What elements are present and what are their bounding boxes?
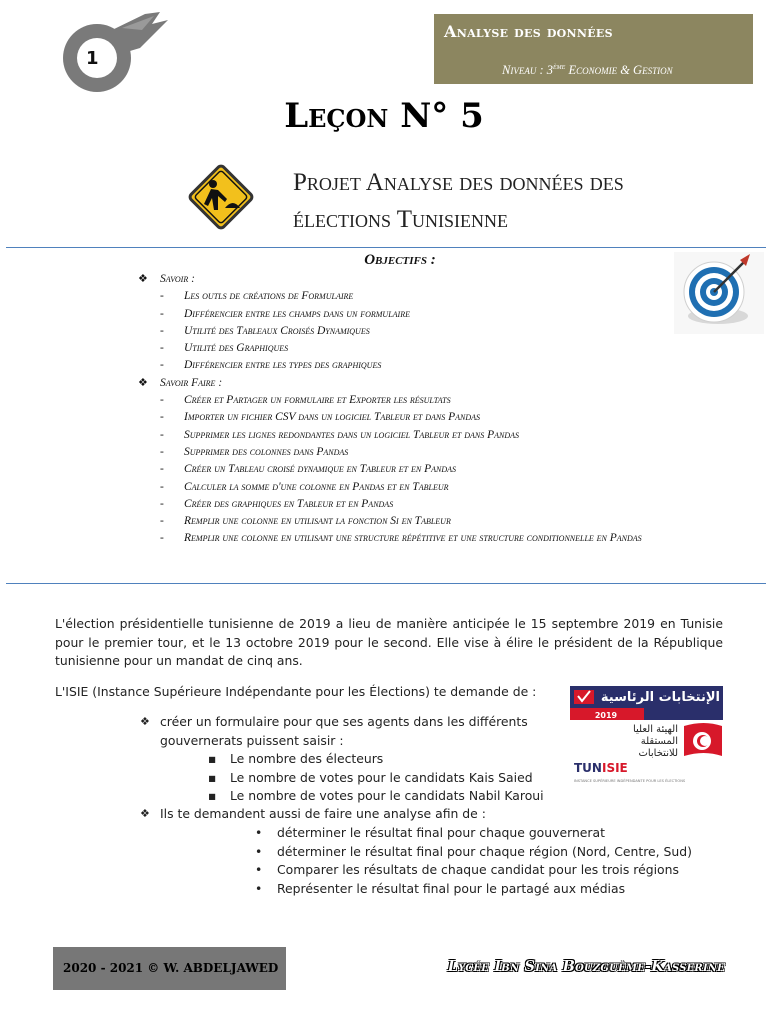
svg-text:الهيئة العليا: الهيئة العليا bbox=[632, 724, 678, 735]
list-item: ▪ Le nombre des électeurs bbox=[208, 751, 384, 766]
comet-icon bbox=[60, 10, 175, 100]
objective-item: - Créer et Partager un formulaire et Exporter les résultats bbox=[160, 394, 451, 407]
objective-item: - Différencier entre les champs dans un formulaire bbox=[160, 307, 410, 320]
task-1: ❖ créer un formulaire pour que ses agents dans les différents gouvernerats puissent saisir : bbox=[140, 713, 560, 750]
objective-item: - Remplir une colonne en utilisant une structure répétitive et une structure conditionnelle en Pandas bbox=[160, 532, 642, 545]
course-level: Niveau : 3ème Economie & Gestion bbox=[502, 62, 673, 78]
objective-item: - Supprimer des colonnes dans Pandas bbox=[160, 445, 349, 458]
task-1-text: créer un formulaire pour que ses agents dans les différents gouvernerats puissent saisir : bbox=[160, 714, 528, 748]
project-title: Projet Analyse des données des élections Tunisienne bbox=[293, 169, 624, 233]
intro-paragraph: L'élection présidentielle tunisienne de 2019 a lieu de manière anticipée le 15 septembre 2019 en Tunisie pour le premier tour, et le 13 octobre 2019 pour le second. Elle vise à élire le président de la République tunisienne pour un mandat de cinq ans. bbox=[55, 616, 723, 668]
objectives-title: Objectifs : bbox=[364, 252, 436, 268]
logo-arabic-title: الإنتخابات الرئاسية bbox=[600, 690, 720, 705]
list-item: • déterminer le résultat final pour chaque région (Nord, Centre, Sud) bbox=[255, 843, 692, 859]
svg-text:للانتخابات: للانتخابات bbox=[638, 748, 678, 759]
objectives-list bbox=[138, 271, 728, 548]
logo-year: 2019 bbox=[594, 711, 618, 720]
section-divider-top bbox=[6, 247, 766, 248]
objective-item: - Importer un fichier CSV dans un logiciel Tableur et dans Pandas bbox=[160, 411, 481, 424]
lesson-title: Leçon N° 5 bbox=[284, 96, 484, 136]
objective-item: - Remplir une colonne en utilisant la fonction Si en Tableur bbox=[160, 515, 451, 528]
objective-category: ❖ Savoir : bbox=[138, 273, 195, 285]
page-number: 1 bbox=[86, 48, 99, 69]
list-item: • Comparer les résultats de chaque candidat pour les trois régions bbox=[255, 862, 679, 878]
isie-request: L'ISIE (Instance Supérieure Indépendante pour les Élections) te demande de : bbox=[55, 684, 537, 699]
list-item: • déterminer le résultat final pour chaque gouvernerat bbox=[255, 825, 605, 840]
footer-copyright: 2020 - 2021 © W. ABDELJAWED bbox=[53, 947, 286, 990]
svg-text:INSTANCE SUPÉRIEURE INDÉPENDAN: INSTANCE SUPÉRIEURE INDÉPENDANTE POUR LES ÉLECTIONS bbox=[574, 779, 686, 783]
footer-school: Lycée Ibn Sina Bouzguème-Kasserine bbox=[447, 958, 725, 975]
svg-text:المستقلة: المستقلة bbox=[640, 736, 678, 747]
task-2: ❖ Ils te demandent aussi de faire une analyse afin de : bbox=[140, 806, 486, 821]
task-1-items bbox=[208, 750, 568, 806]
objective-item: - Créer des graphiques en Tableur et en Pandas bbox=[160, 497, 394, 510]
list-item: ▪ Le nombre de votes pour le candidats Nabil Karoui bbox=[208, 788, 544, 804]
list-item: • Représenter le résultat final pour le partagé aux médias bbox=[255, 880, 626, 896]
objective-category: ❖ Savoir Faire : bbox=[138, 376, 223, 389]
objective-item: - Créer un Tableau croisé dynamique en Tableur et en Pandas bbox=[160, 463, 457, 476]
task-2-items bbox=[255, 824, 725, 898]
page-number-badge bbox=[60, 10, 175, 100]
objective-item: - Supprimer les lignes redondantes dans un logiciel Tableur et dans Pandas bbox=[160, 428, 520, 441]
objective-item: - Utilité des Graphiques bbox=[160, 342, 289, 355]
section-divider-bottom bbox=[6, 583, 766, 584]
list-item: ▪ Le nombre de votes pour le candidats Kais Saied bbox=[208, 769, 533, 785]
objective-item: - Différencier entre les types des graphiques bbox=[160, 359, 382, 372]
objective-item: - Calculer la somme d'une colonne en Pandas et en Tableur bbox=[160, 480, 449, 493]
isie-election-logo bbox=[570, 686, 723, 788]
course-header bbox=[434, 14, 753, 84]
course-title: Analyse des données bbox=[444, 22, 613, 41]
objective-item: - Utilité des Tableaux Croisés Dynamiques bbox=[160, 324, 370, 337]
svg-text:TUNISIE: TUNISIE bbox=[574, 761, 628, 775]
work-in-progress-icon bbox=[178, 156, 264, 240]
objective-item: - Les outls de créations de Formulaire bbox=[160, 290, 354, 303]
